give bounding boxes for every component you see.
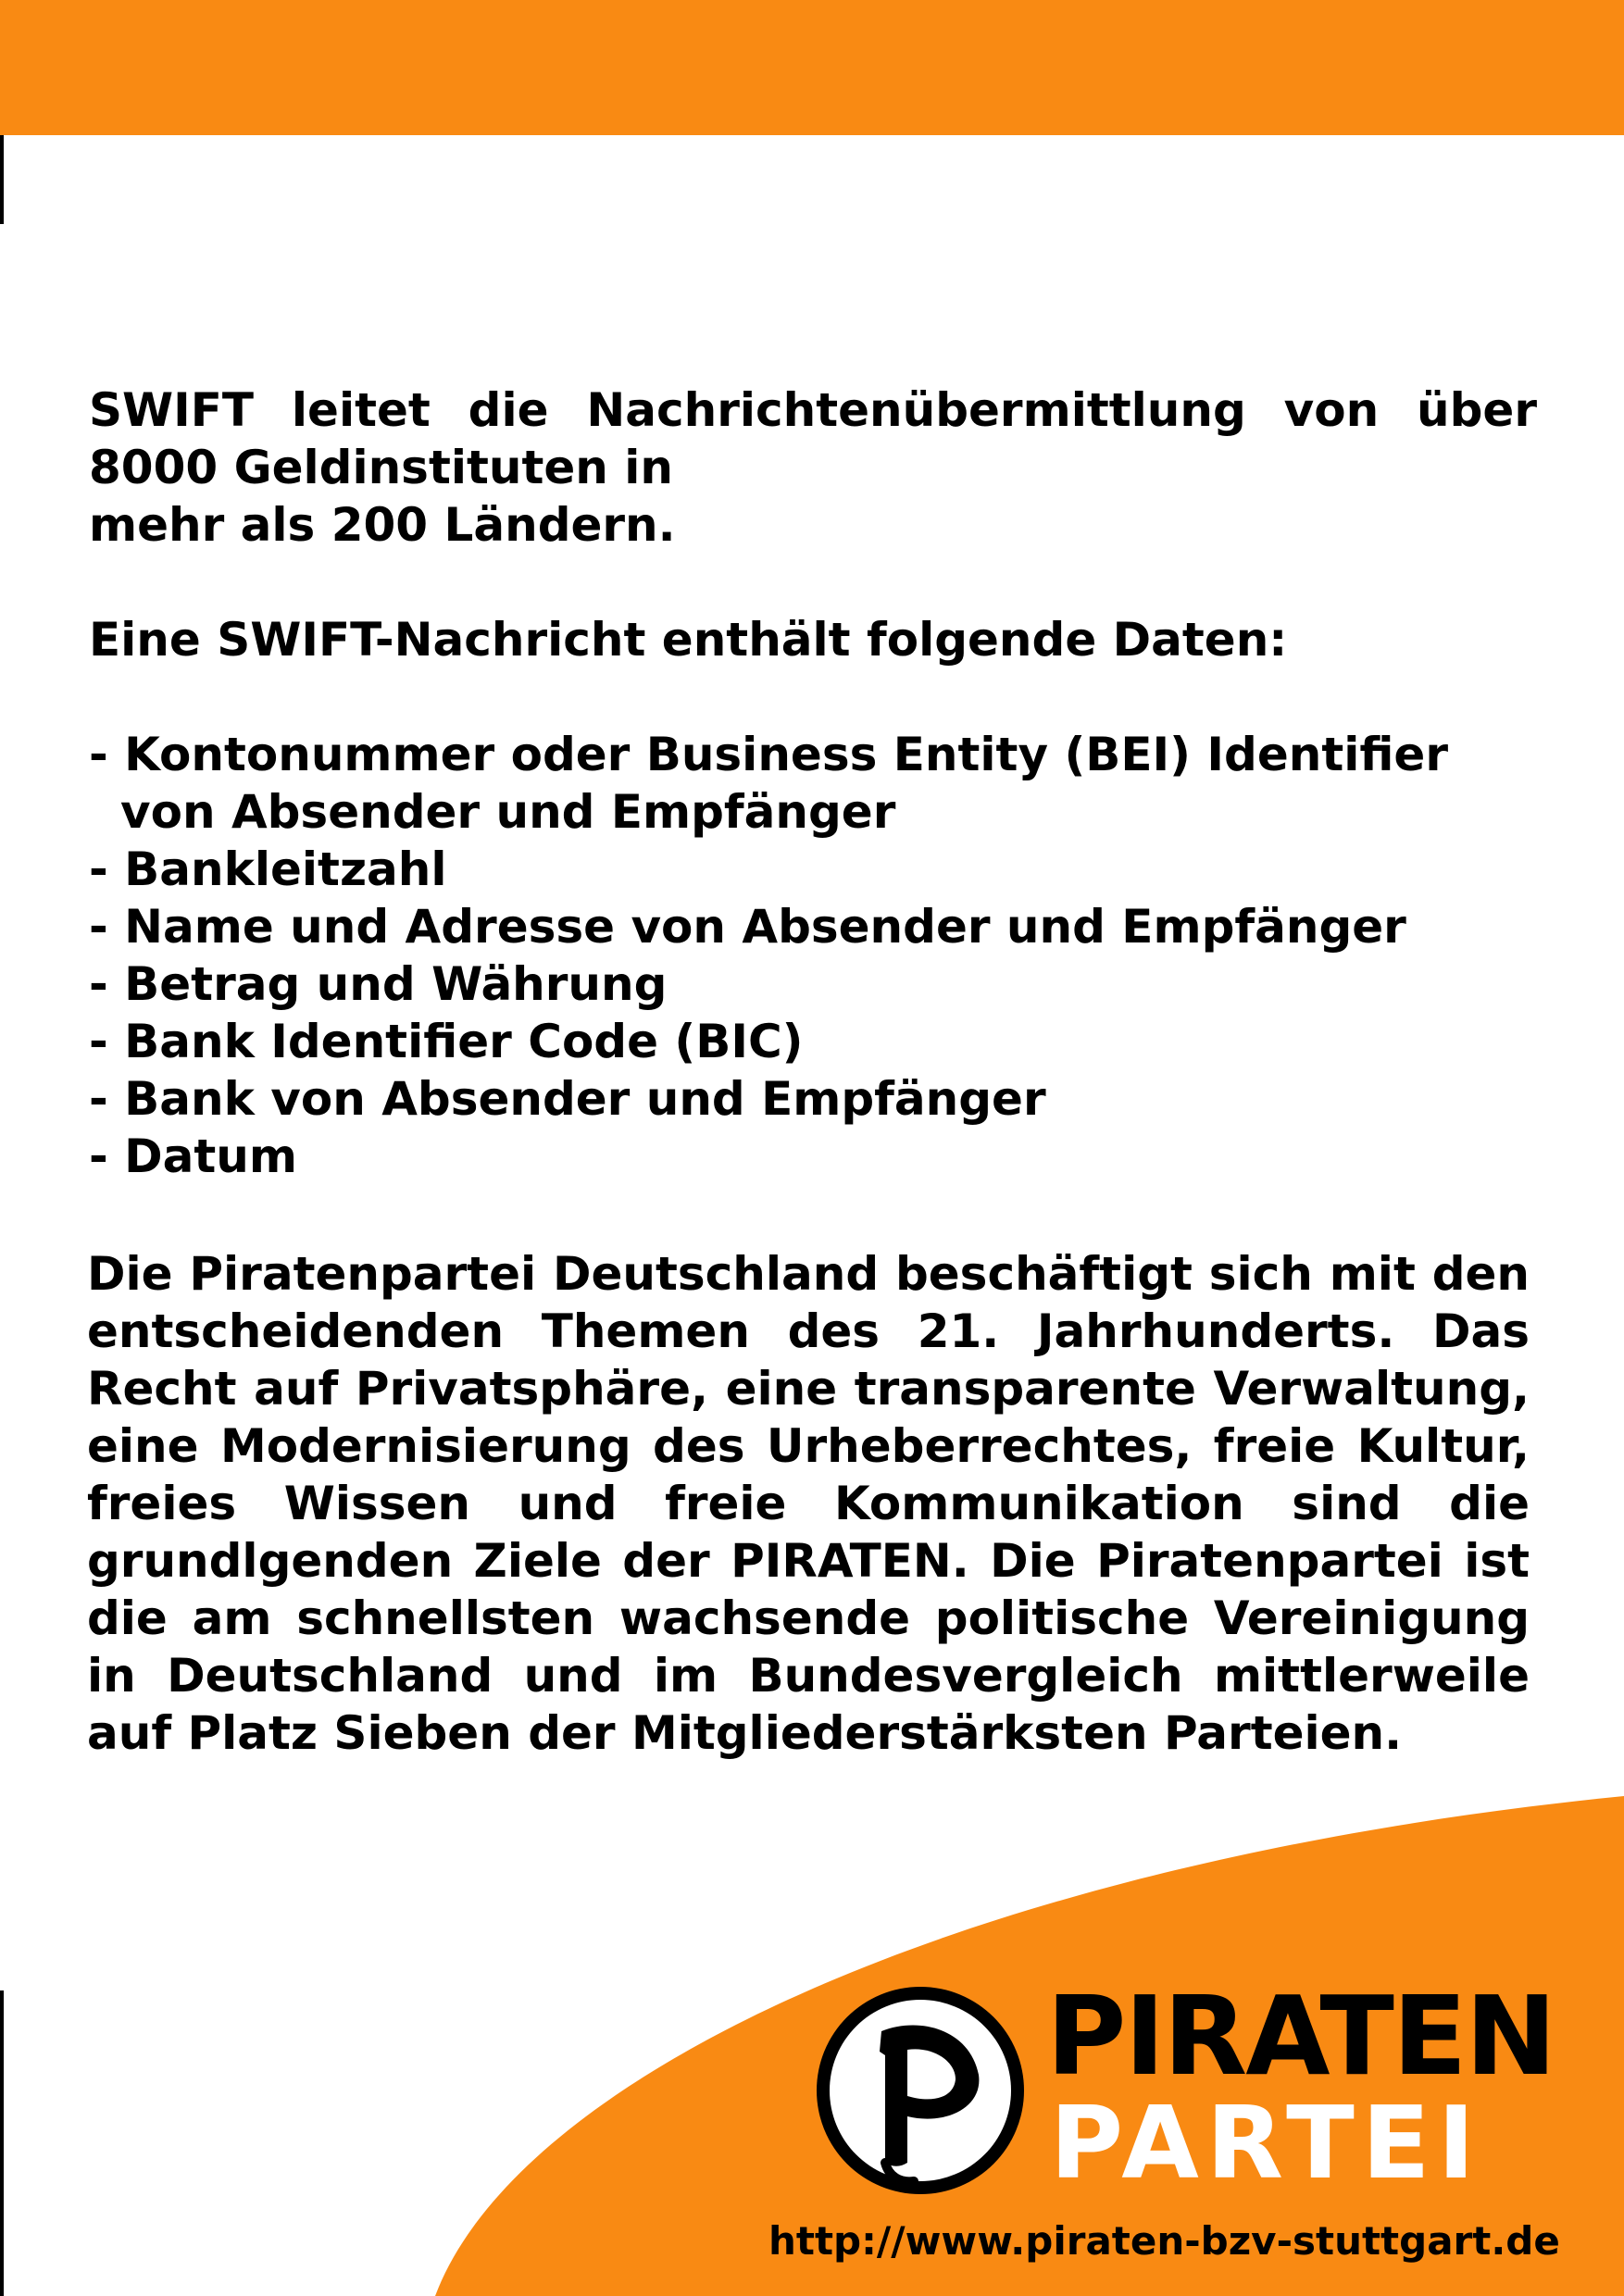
- intro-line-3: mehr als 200 Ländern.: [89, 498, 676, 552]
- list-item: - Kontonummer oder Business Entity (BEI) Identifier: [89, 728, 1448, 781]
- paragraph-line: grundlgenden Ziele der PIRATEN. Die Piratenpartei ist: [87, 1534, 1530, 1588]
- intro-section: [89, 381, 1537, 1185]
- paragraph-line: Recht auf Privatsphäre, eine transparente Verwaltung,: [87, 1362, 1530, 1416]
- paragraph-line: auf Platz Sieben der Mitgliederstärksten Parteien.: [87, 1706, 1403, 1760]
- list-heading: Eine SWIFT-Nachricht enthält folgende Daten:: [89, 613, 1288, 667]
- paragraph-line: die am schnellsten wachsende politische Vereinigung: [87, 1591, 1530, 1645]
- paragraph-line: freies Wissen und freie Kommunikation sind die: [87, 1477, 1530, 1530]
- data-field-list: [89, 726, 1537, 1185]
- list-item: - Datum: [89, 1129, 297, 1183]
- list-item: - Bankleitzahl: [89, 842, 447, 896]
- paragraph-line: eine Modernisierung des Urheberrechtes, freie Kultur,: [87, 1419, 1530, 1473]
- paragraph-line: in Deutschland und im Bundesvergleich mittlerweile: [87, 1649, 1530, 1703]
- intro-line-2: 8000 Geldinstituten in: [89, 441, 674, 494]
- list-item: - Betrag und Währung: [89, 957, 668, 1011]
- logo-text-piraten: PIRATEN: [1046, 1972, 1555, 2100]
- paragraph-line: entscheidenden Themen des 21. Jahrhunderts. Das: [87, 1304, 1530, 1358]
- list-item: - Bank von Absender und Empfänger: [89, 1072, 1046, 1126]
- intro-line-1: SWIFT leitet die Nachrichtenübermittlung von über: [89, 383, 1537, 437]
- party-description: [87, 1245, 1530, 1762]
- website-url: http://www.piraten-bzv-stuttgart.de: [768, 2218, 1560, 2264]
- paragraph-line: Die Piratenpartei Deutschland beschäftigt sich mit den: [87, 1247, 1530, 1301]
- list-item-continuation: von Absender und Empfänger: [120, 785, 896, 839]
- pirate-flag-icon: [817, 1987, 1024, 2194]
- logo-text-partei: PARTEI: [1050, 2086, 1482, 2202]
- list-item: - Bank Identifier Code (BIC): [89, 1015, 804, 1068]
- list-item: - Name und Adresse von Absender und Empfänger: [89, 900, 1406, 954]
